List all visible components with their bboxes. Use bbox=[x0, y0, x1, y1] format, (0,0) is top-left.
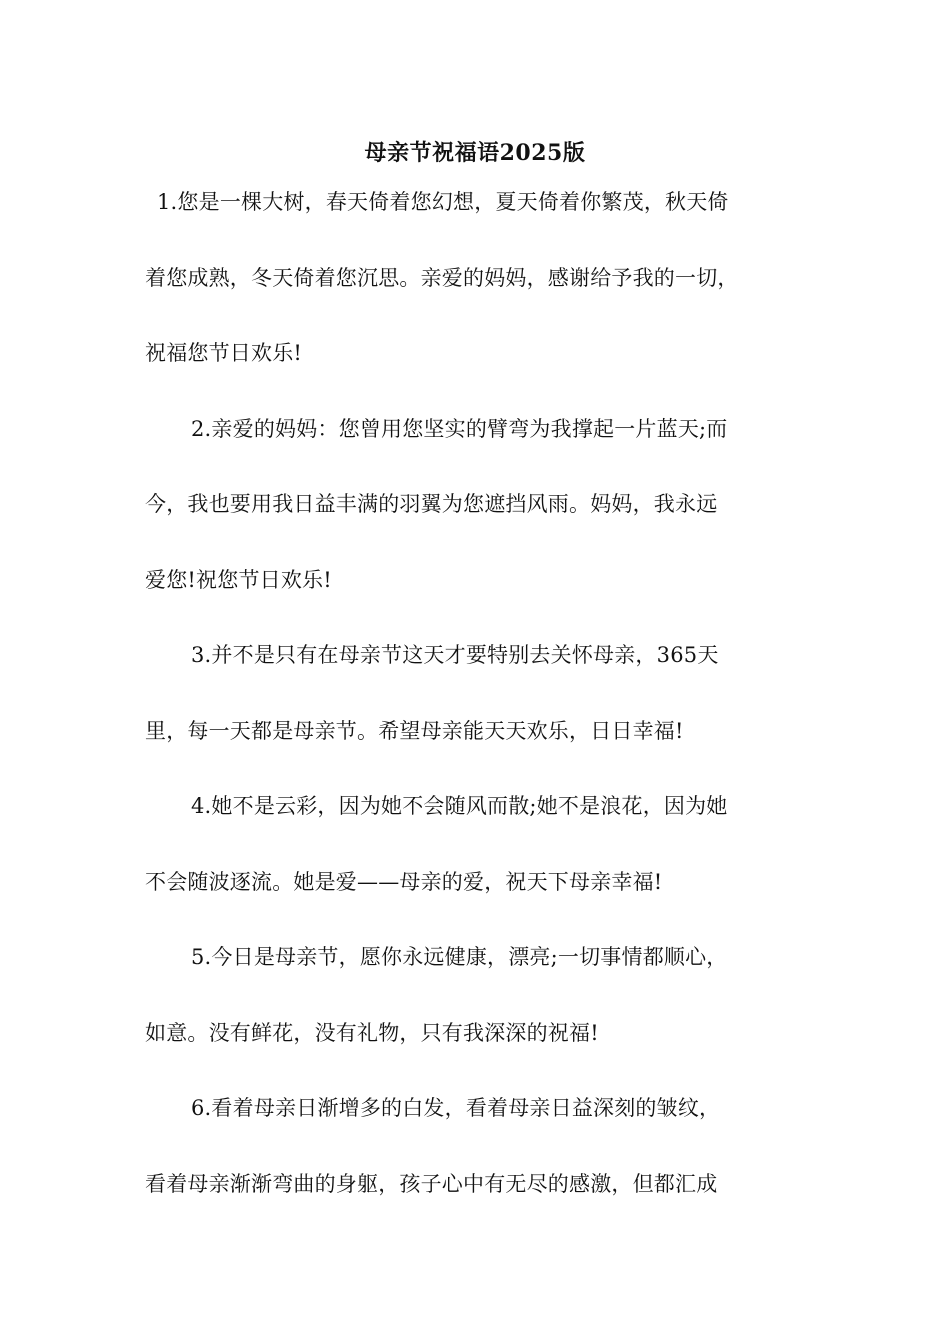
paragraph-2-line-3: 爱您!祝您节日欢乐! bbox=[145, 567, 332, 592]
paragraph-2-line-2: 今，我也要用我日益丰满的羽翼为您遮挡风雨。妈妈，我永远 bbox=[145, 492, 718, 516]
paragraph-2-line-1: 2.亲爱的妈妈：您曾用您坚实的臂弯为我撑起一片蓝天;而 bbox=[191, 416, 728, 441]
paragraph-4-line-2: 不会随波逐流。她是爱——母亲的爱，祝天下母亲幸福! bbox=[145, 869, 663, 894]
paragraph-1-line-2: 着您成熟，冬天倚着您沉思。亲爱的妈妈，感谢给予我的一切， bbox=[145, 265, 739, 290]
paragraph-3-line-1: 3.并不是只有在母亲节这天才要特别去关怀母亲，365天 bbox=[191, 643, 719, 667]
paragraph-6-line-1: 6.看着母亲日渐增多的白发，看着母亲日益深刻的皱纹， bbox=[191, 1096, 721, 1120]
paragraph-5-line-1: 5.今日是母亲节，愿你永远健康，漂亮;一切事情都顺心， bbox=[191, 945, 728, 969]
paragraph-1-line-1: 1.您是一棵大树，春天倚着您幻想，夏天倚着你繁茂，秋天倚 bbox=[157, 190, 729, 214]
paragraph-3-line-2: 里，每一天都是母亲节。希望母亲能天天欢乐，日日幸福! bbox=[145, 718, 684, 743]
paragraph-6-line-2: 看着母亲渐渐弯曲的身躯，孩子心中有无尽的感激，但都汇成 bbox=[145, 1171, 718, 1196]
paragraph-5-line-2: 如意。没有鲜花，没有礼物，只有我深深的祝福! bbox=[145, 1020, 599, 1045]
document-title: 母亲节祝福语2025版 bbox=[364, 140, 586, 166]
document-body bbox=[145, 182, 810, 1239]
paragraph-1-line-3: 祝福您节日欢乐! bbox=[145, 341, 303, 365]
paragraph-4-line-1: 4.她不是云彩，因为她不会随风而散;她不是浪花，因为她 bbox=[191, 794, 728, 818]
